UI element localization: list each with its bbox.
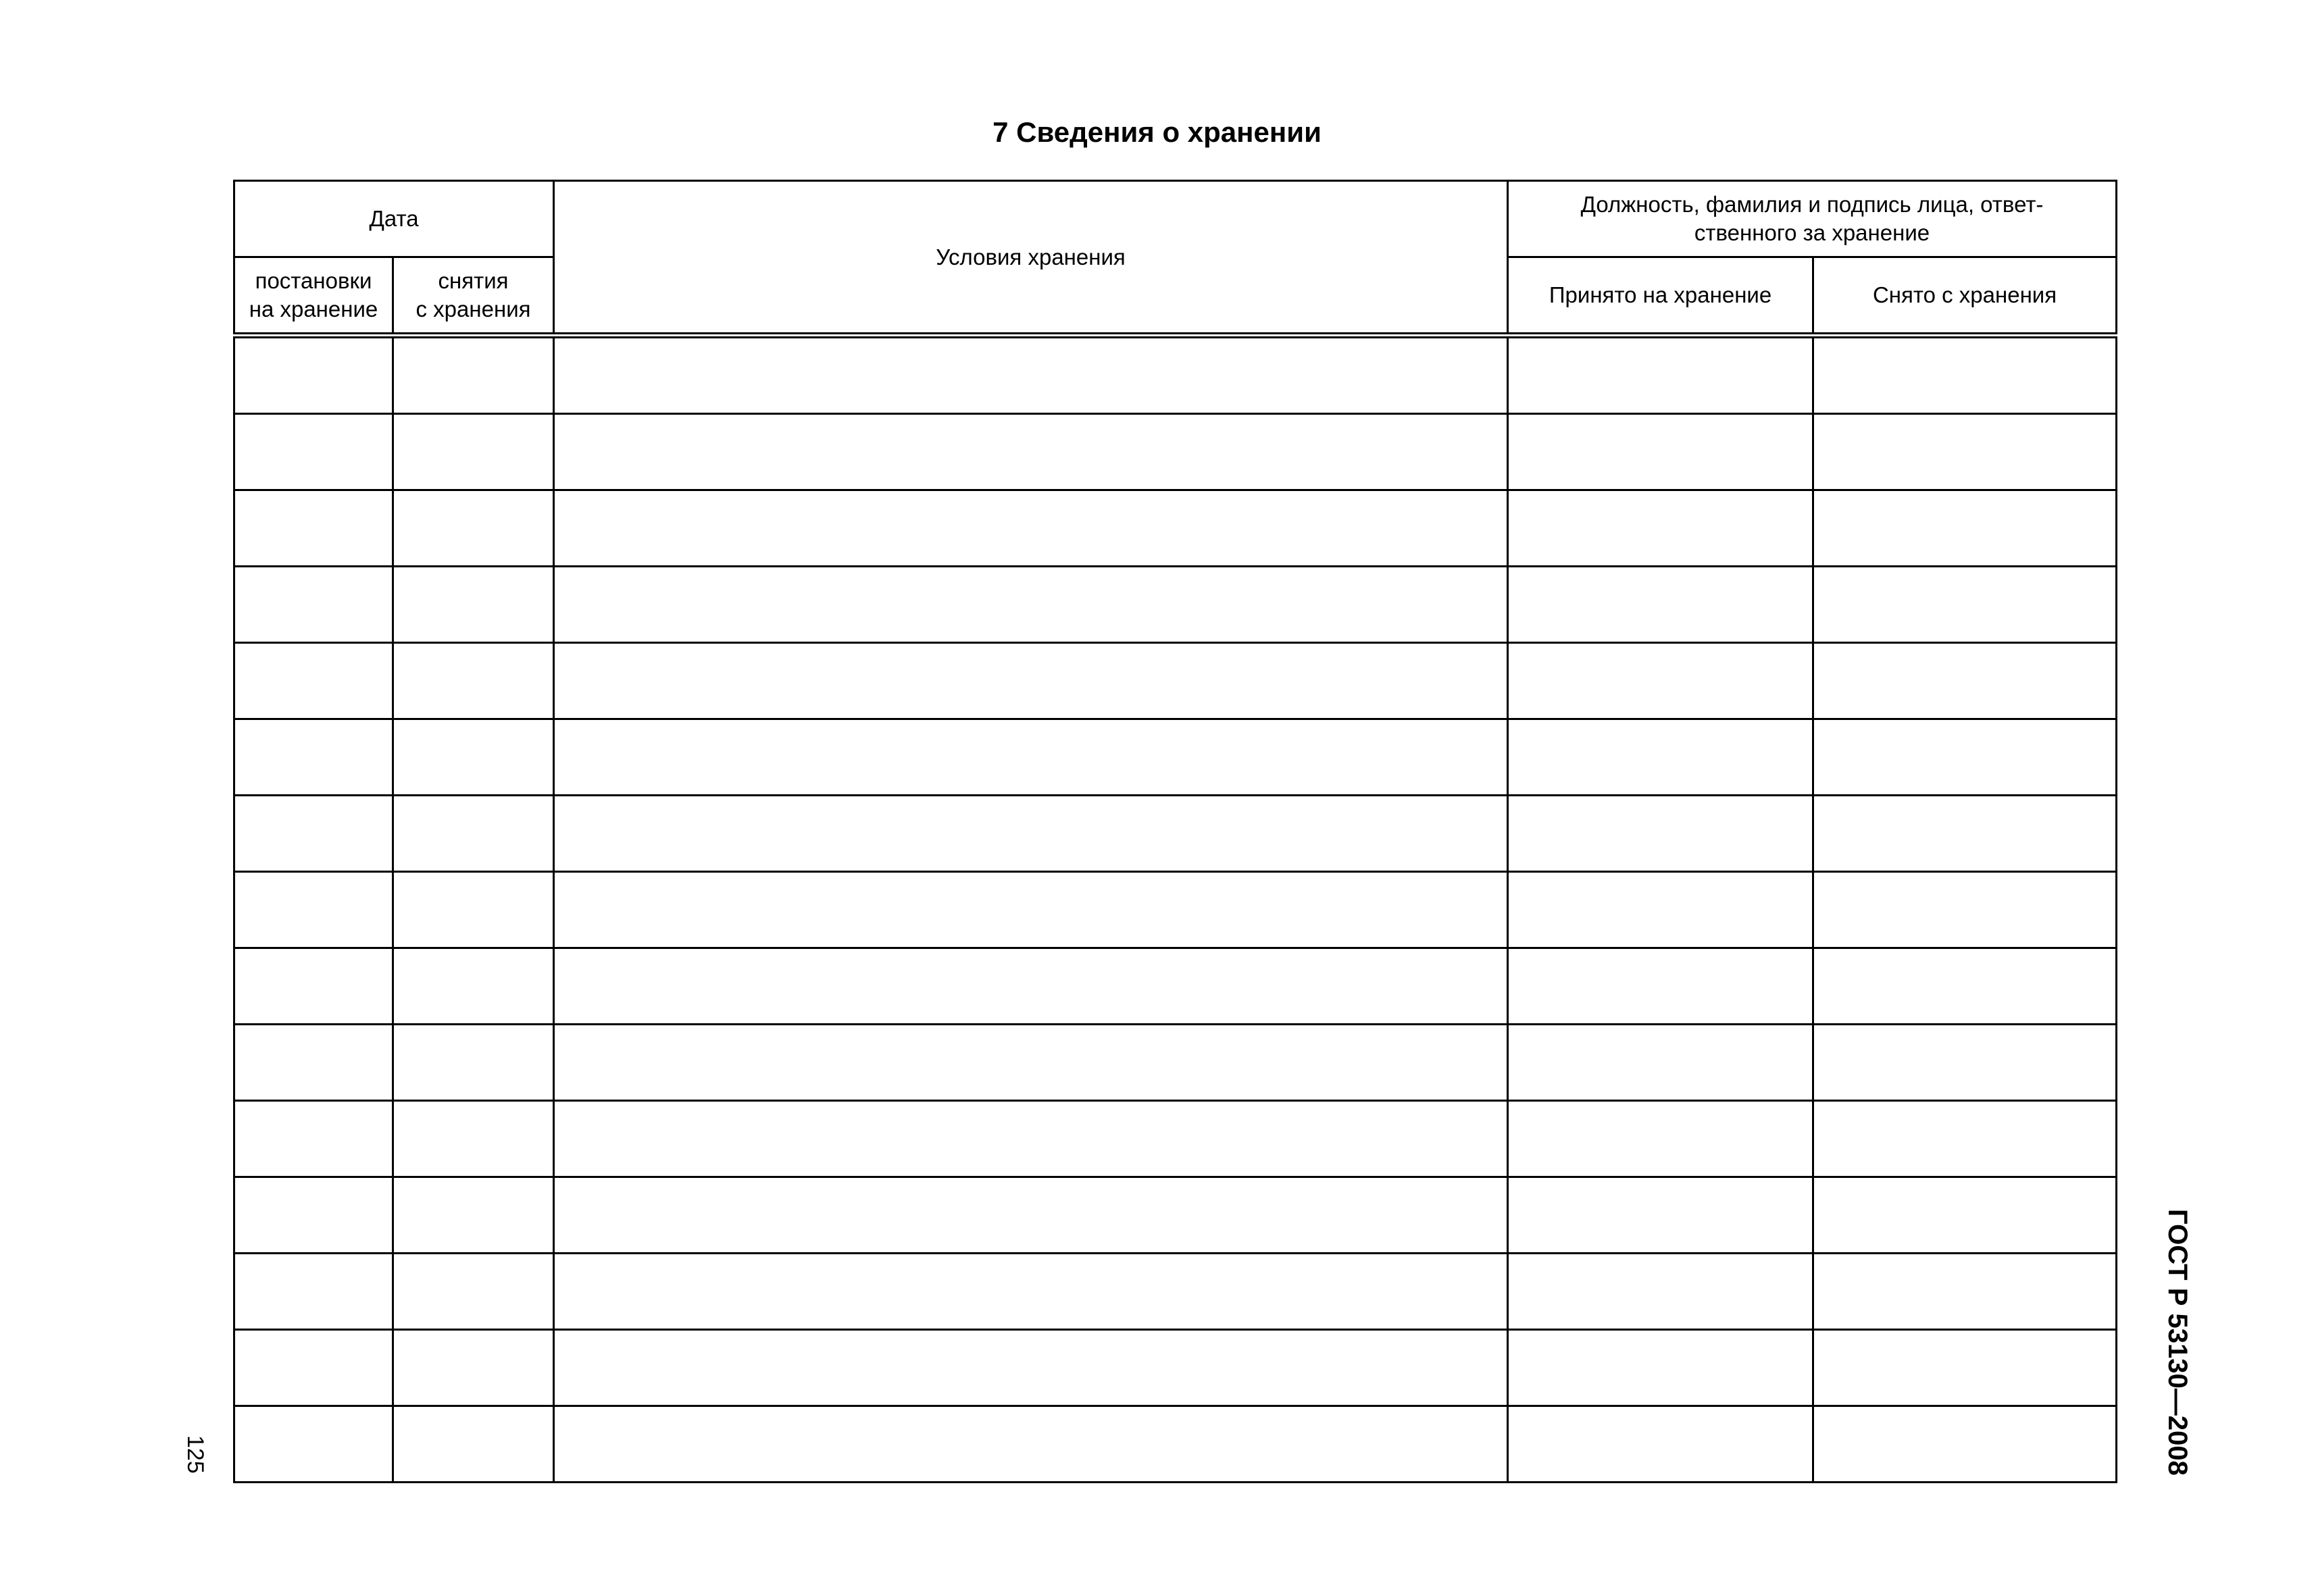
conditions-cell[interactable] bbox=[554, 719, 1508, 796]
date-placement-cell[interactable] bbox=[234, 1330, 393, 1406]
date-removal-cell[interactable] bbox=[393, 567, 554, 643]
table-row bbox=[234, 567, 2117, 643]
accepted-cell[interactable] bbox=[1508, 796, 1813, 872]
conditions-cell[interactable] bbox=[554, 1101, 1508, 1177]
date-placement-cell[interactable] bbox=[234, 336, 393, 414]
conditions-cell[interactable] bbox=[554, 872, 1508, 948]
conditions-cell[interactable] bbox=[554, 490, 1508, 567]
removed-cell[interactable] bbox=[1813, 719, 2117, 796]
removed-cell[interactable] bbox=[1813, 643, 2117, 719]
removed-header bbox=[1813, 257, 2117, 336]
table-row bbox=[234, 872, 2117, 948]
responsible-group-header bbox=[1508, 181, 2117, 257]
removed-cell[interactable] bbox=[1813, 490, 2117, 567]
conditions-cell[interactable] bbox=[554, 1406, 1508, 1483]
accepted-cell[interactable] bbox=[1508, 1254, 1813, 1330]
date-removal-cell[interactable] bbox=[393, 1330, 554, 1406]
table-header-row bbox=[234, 181, 2117, 257]
accepted-cell[interactable] bbox=[1508, 1101, 1813, 1177]
conditions-label: Условия хранения bbox=[936, 244, 1126, 269]
date-placement-cell[interactable] bbox=[234, 1025, 393, 1101]
document-code: ГОСТ Р 53130—2008 bbox=[2163, 1209, 2192, 1476]
conditions-cell[interactable] bbox=[554, 414, 1508, 490]
storage-records-table bbox=[233, 180, 2117, 1483]
date-removal-header bbox=[393, 257, 554, 336]
conditions-cell[interactable] bbox=[554, 1025, 1508, 1101]
date-placement-cell[interactable] bbox=[234, 872, 393, 948]
accepted-cell[interactable] bbox=[1508, 872, 1813, 948]
removed-cell[interactable] bbox=[1813, 1025, 2117, 1101]
accepted-cell[interactable] bbox=[1508, 643, 1813, 719]
conditions-cell[interactable] bbox=[554, 1177, 1508, 1254]
section-title: 7 Сведения о хранении bbox=[992, 116, 1322, 148]
table-row bbox=[234, 796, 2117, 872]
table-row bbox=[234, 643, 2117, 719]
date-removal-cell[interactable] bbox=[393, 414, 554, 490]
table-row bbox=[234, 1330, 2117, 1406]
accepted-cell[interactable] bbox=[1508, 948, 1813, 1025]
conditions-cell[interactable] bbox=[554, 643, 1508, 719]
removed-cell[interactable] bbox=[1813, 872, 2117, 948]
removed-cell[interactable] bbox=[1813, 567, 2117, 643]
accepted-cell[interactable] bbox=[1508, 1025, 1813, 1101]
removed-cell[interactable] bbox=[1813, 414, 2117, 490]
removed-cell[interactable] bbox=[1813, 1101, 2117, 1177]
responsible-group-label: Должность, фамилия и подпись лица, ответ- ственного за хранение bbox=[1580, 192, 2044, 245]
accepted-cell[interactable] bbox=[1508, 1330, 1813, 1406]
date-removal-cell[interactable] bbox=[393, 796, 554, 872]
date-placement-cell[interactable] bbox=[234, 719, 393, 796]
table-row bbox=[234, 1254, 2117, 1330]
date-group-label: Дата bbox=[369, 206, 419, 231]
table-row bbox=[234, 414, 2117, 490]
date-removal-cell[interactable] bbox=[393, 1254, 554, 1330]
conditions-cell[interactable] bbox=[554, 796, 1508, 872]
date-placement-cell[interactable] bbox=[234, 1406, 393, 1483]
date-placement-cell[interactable] bbox=[234, 948, 393, 1025]
accepted-cell[interactable] bbox=[1508, 490, 1813, 567]
date-removal-cell[interactable] bbox=[393, 1025, 554, 1101]
removed-cell[interactable] bbox=[1813, 796, 2117, 872]
table-row bbox=[234, 336, 2117, 414]
accepted-cell[interactable] bbox=[1508, 1406, 1813, 1483]
conditions-cell[interactable] bbox=[554, 336, 1508, 414]
date-placement-cell[interactable] bbox=[234, 414, 393, 490]
removed-cell[interactable] bbox=[1813, 336, 2117, 414]
date-removal-cell[interactable] bbox=[393, 872, 554, 948]
date-placement-cell[interactable] bbox=[234, 490, 393, 567]
table-row bbox=[234, 1406, 2117, 1483]
conditions-cell[interactable] bbox=[554, 1330, 1508, 1406]
conditions-cell[interactable] bbox=[554, 567, 1508, 643]
date-removal-cell[interactable] bbox=[393, 1101, 554, 1177]
date-placement-cell[interactable] bbox=[234, 567, 393, 643]
table-row bbox=[234, 490, 2117, 567]
accepted-header bbox=[1508, 257, 1813, 336]
table-body bbox=[234, 336, 2117, 1483]
date-group-header bbox=[234, 181, 554, 257]
date-removal-cell[interactable] bbox=[393, 1177, 554, 1254]
removed-cell[interactable] bbox=[1813, 1330, 2117, 1406]
table-row bbox=[234, 1025, 2117, 1101]
removed-label: Снято с хранения bbox=[1872, 282, 2057, 307]
accepted-cell[interactable] bbox=[1508, 1177, 1813, 1254]
conditions-header bbox=[554, 181, 1508, 336]
table-row bbox=[234, 1101, 2117, 1177]
date-removal-cell[interactable] bbox=[393, 490, 554, 567]
accepted-cell[interactable] bbox=[1508, 719, 1813, 796]
conditions-cell[interactable] bbox=[554, 948, 1508, 1025]
table-row bbox=[234, 948, 2117, 1025]
date-removal-cell[interactable] bbox=[393, 948, 554, 1025]
accepted-cell[interactable] bbox=[1508, 567, 1813, 643]
accepted-cell[interactable] bbox=[1508, 414, 1813, 490]
removed-cell[interactable] bbox=[1813, 1406, 2117, 1483]
date-placement-cell[interactable] bbox=[234, 1254, 393, 1330]
date-placement-cell[interactable] bbox=[234, 1101, 393, 1177]
accepted-label: Принято на хранение bbox=[1549, 282, 1772, 307]
date-placement-label: постановки на хранение bbox=[249, 268, 378, 321]
accepted-cell[interactable] bbox=[1508, 336, 1813, 414]
date-placement-cell[interactable] bbox=[234, 1177, 393, 1254]
date-placement-cell[interactable] bbox=[234, 796, 393, 872]
date-removal-cell[interactable] bbox=[393, 643, 554, 719]
table-row bbox=[234, 719, 2117, 796]
table-row bbox=[234, 1177, 2117, 1254]
date-removal-cell[interactable] bbox=[393, 1406, 554, 1483]
date-removal-label: снятия с хранения bbox=[416, 268, 531, 321]
page-number: 125 bbox=[182, 1435, 208, 1474]
date-placement-header bbox=[234, 257, 393, 336]
removed-cell[interactable] bbox=[1813, 1254, 2117, 1330]
conditions-cell[interactable] bbox=[554, 1254, 1508, 1330]
removed-cell[interactable] bbox=[1813, 1177, 2117, 1254]
date-placement-cell[interactable] bbox=[234, 643, 393, 719]
date-removal-cell[interactable] bbox=[393, 336, 554, 414]
date-removal-cell[interactable] bbox=[393, 719, 554, 796]
removed-cell[interactable] bbox=[1813, 948, 2117, 1025]
